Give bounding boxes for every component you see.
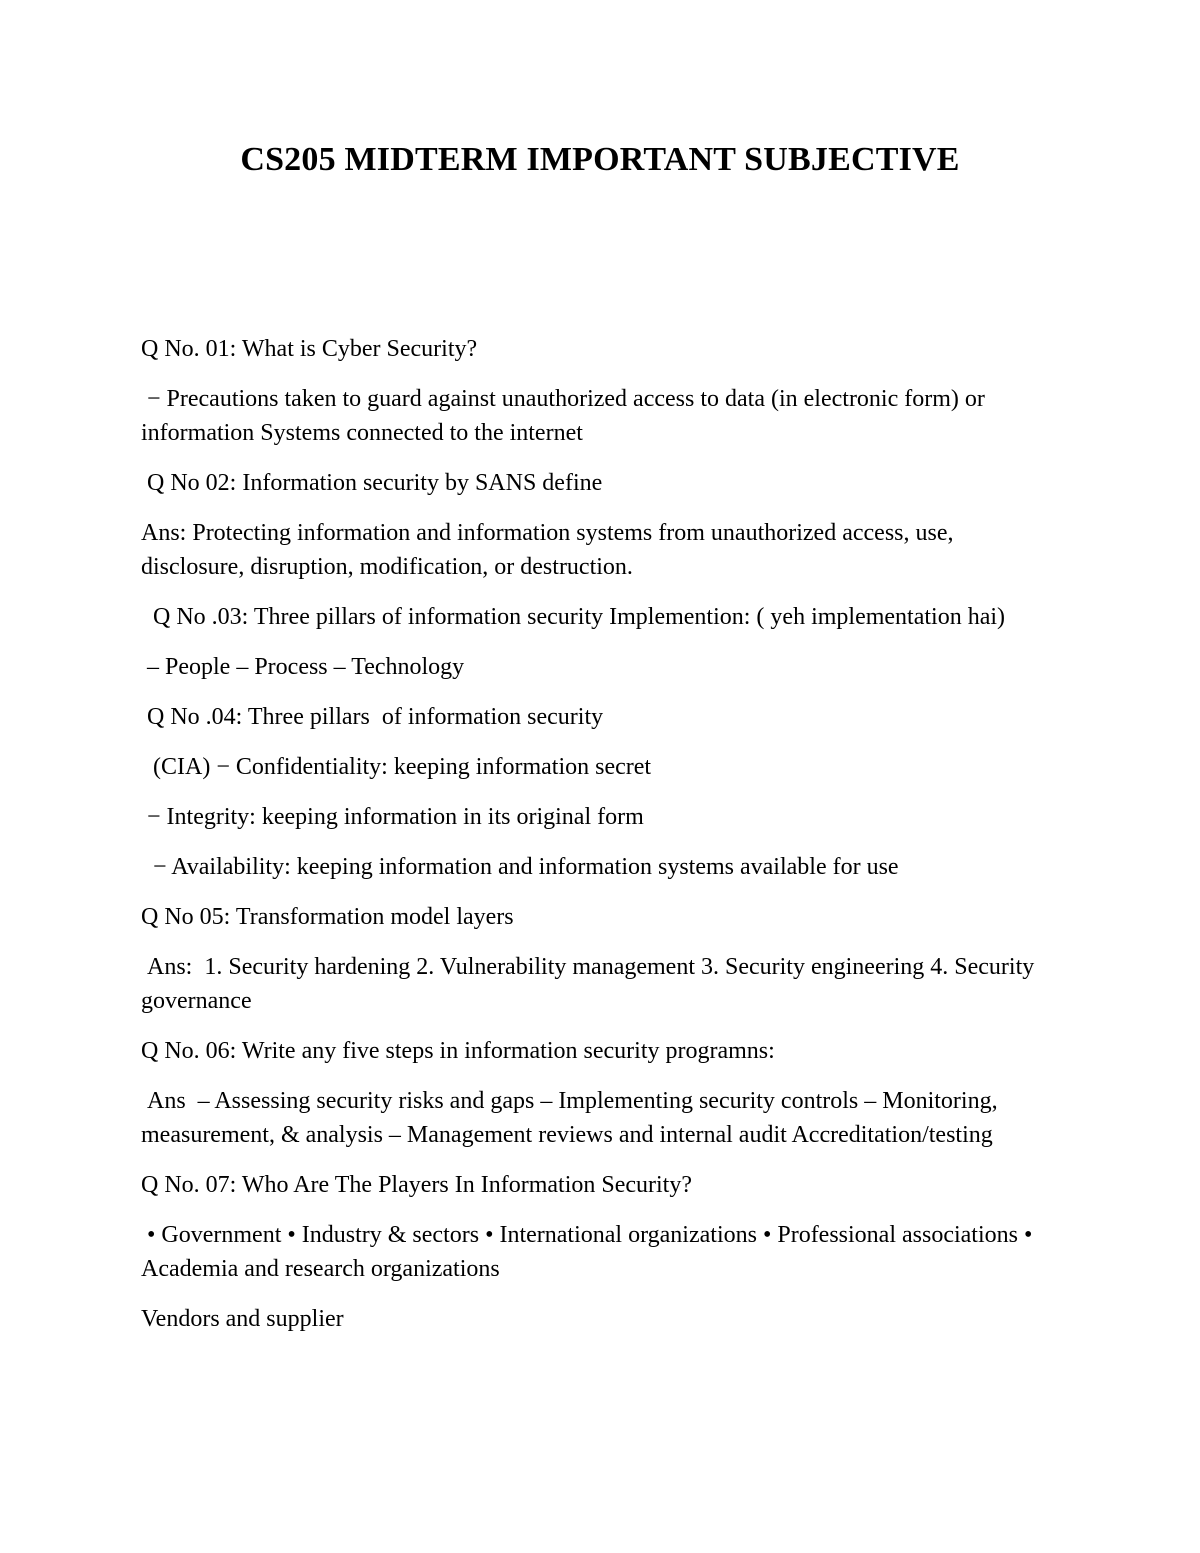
- answer-6: Ans – Assessing security risks and gaps – Implementing security controls – Monitoring, measurement, & analysis – Management reviews and internal audit Accreditation/testing: [141, 1088, 1004, 1148]
- answer-1: − Precautions taken to guard against unauthorized access to data (in electronic form) or information Systems connected to the internet: [141, 386, 991, 446]
- answer-7: • Government • Industry & sectors • International organizations • Professional associations • Academia and research organizations: [141, 1222, 1038, 1282]
- question-1: Q No. 01: What is Cyber Security?: [141, 336, 478, 362]
- document-body: [141, 332, 1051, 1352]
- question-7: Q No. 07: Who Are The Players In Information Security?: [141, 1172, 692, 1198]
- answer-4-confidentiality: (CIA) − Confidentiality: keeping information secret: [141, 754, 652, 780]
- answer-5: Ans: 1. Security hardening 2. Vulnerability management 3. Security engineering 4. Security governance: [141, 954, 1041, 1014]
- page-title: CS205 MIDTERM IMPORTANT SUBJECTIVE: [240, 141, 960, 178]
- question-4: Q No .04: Three pillars of information security: [141, 704, 604, 730]
- question-6: Q No. 06: Write any five steps in information security programns:: [141, 1038, 775, 1064]
- answer-4-integrity: − Integrity: keeping information in its original form: [141, 804, 644, 830]
- answer-4-availability: − Availability: keeping information and information systems available for use: [141, 854, 899, 880]
- answer-7-continued: Vendors and supplier: [141, 1306, 344, 1332]
- answer-2: Ans: Protecting information and information systems from unauthorized access, use, disclosure, disruption, modification, or destruction.: [141, 520, 960, 580]
- question-5: Q No 05: Transformation model layers: [141, 904, 514, 930]
- question-3: Q No .03: Three pillars of information security Implemention: ( yeh implementation hai): [141, 604, 1006, 630]
- answer-3: – People – Process – Technology: [141, 654, 465, 680]
- question-2: Q No 02: Information security by SANS define: [141, 470, 603, 496]
